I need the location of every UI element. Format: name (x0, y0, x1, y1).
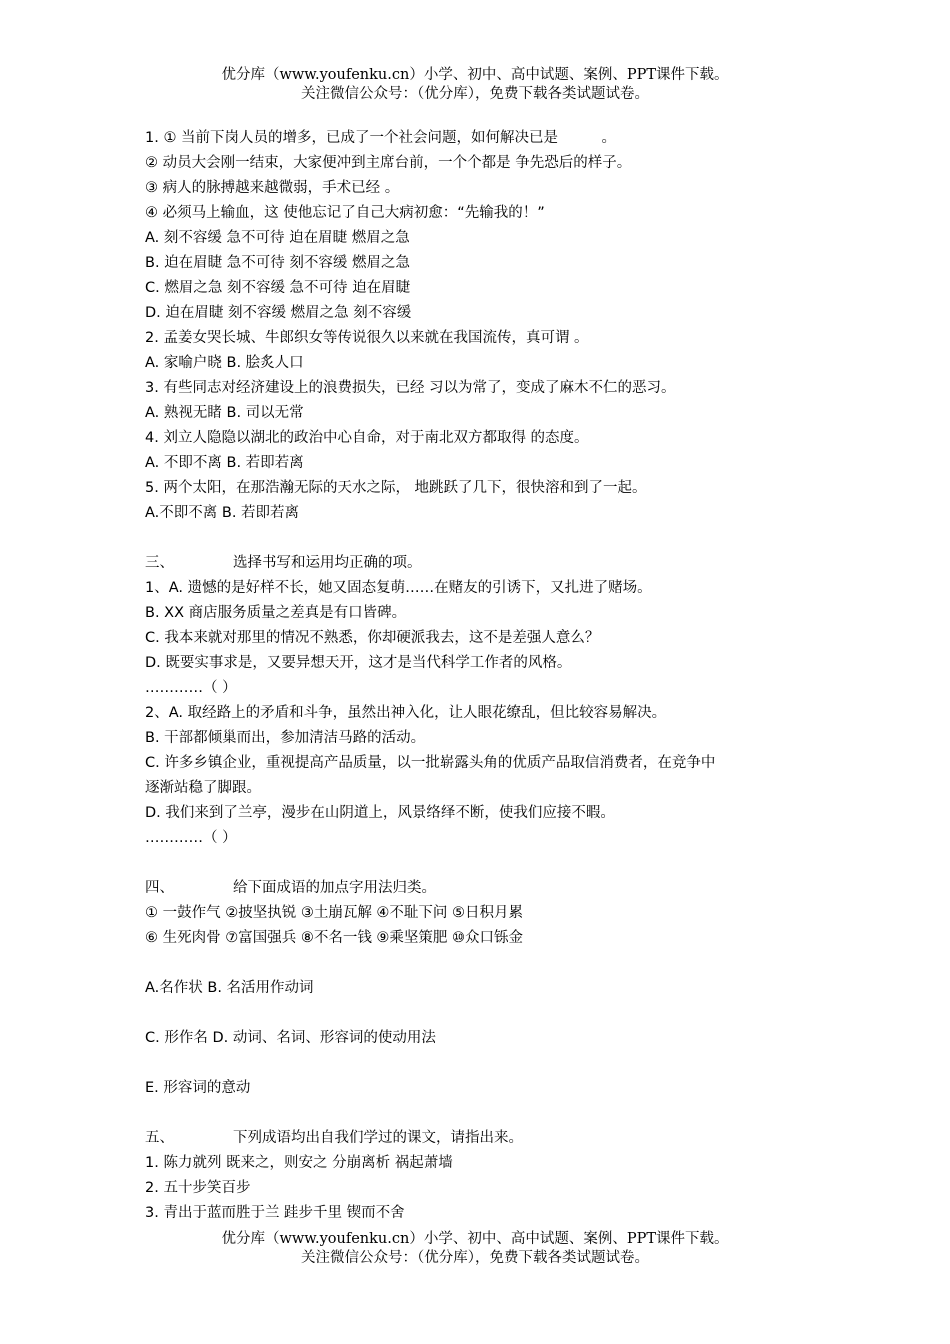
text-line: 4. 刘立人隐隐以湖北的政治中心自命，对于南北双方都取得 的态度。 (145, 430, 589, 446)
section-title: 下列成语均出自我们学过的课文，请指出来。 (233, 1130, 523, 1146)
text-line: ⑥ 生死肉骨 ⑦富国强兵 ⑧不名一钱 ⑨乘坚策肥 ⑩众口铄金 (145, 930, 524, 946)
text-line: 1. ① 当前下岗人员的增多，已成了一个社会问题，如何解决已是 。 (145, 130, 617, 146)
section-4 (145, 876, 825, 1101)
text-line: A. 熟视无睹 B. 司以无常 (145, 405, 304, 421)
page-header (0, 66, 950, 104)
header-line-2: 关注微信公众号：（优分库），免费下载各类试题试卷。 (301, 86, 649, 102)
option-line: A.名作状 B. 名活用作动词 (145, 980, 314, 996)
text-line: 2. 孟姜女哭长城、牛郎织女等传说很久以来就在我国流传，真可谓 。 (145, 330, 589, 346)
answer-blank-line: …………（ ） (145, 830, 237, 846)
header-line-1: 优分库（www.youfenku.cn）小学、初中、高中试题、案例、PPT课件下载。 (221, 67, 729, 83)
text-line: 5. 两个太阳，在那浩瀚无际的天水之际， 地跳跃了几下，很快溶和到了一起。 (145, 480, 647, 496)
text-line: ④ 必须马上输血，这 使他忘记了自己大病初愈：“先输我的！” (145, 205, 545, 221)
section-3 (145, 551, 825, 851)
page-footer (0, 1230, 950, 1268)
text-line: C. 许多乡镇企业，重视提高产品质量，以一批崭露头角的优质产品取信消费者，在竞争中 (145, 755, 716, 771)
section-4-heading (145, 876, 825, 901)
text-line: ② 动员大会刚一结束，大家便冲到主席台前，一个个都是 争先恐后的样子。 (145, 155, 632, 171)
answer-blank-line: …………（ ） (145, 680, 237, 696)
text-line: B. XX 商店服务质量之差真是有口皆碑。 (145, 605, 407, 621)
text-line: A. 刻不容缓 急不可待 迫在眉睫 燃眉之急 (145, 230, 410, 246)
section-number: 三、 (145, 555, 174, 571)
document-body (145, 126, 825, 1226)
text-line: 2、A. 取经路上的矛盾和斗争，虽然出神入化，让人眼花缭乱，但比较容易解决。 (145, 705, 667, 721)
text-line: 1、A. 遗憾的是好样不长，她又固态复萌……在赌友的引诱下，又扎进了赌场。 (145, 580, 652, 596)
text-line: ① 一鼓作气 ②披坚执锐 ③土崩瓦解 ④不耻下问 ⑤日积月累 (145, 905, 524, 921)
text-line: A. 家喻户晓 B. 脍炙人口 (145, 355, 304, 371)
text-line: D. 既要实事求是，又要异想天开，这才是当代科学工作者的风格。 (145, 655, 572, 671)
section-title: 选择书写和运用均正确的项。 (233, 555, 422, 571)
section-3-heading (145, 551, 825, 576)
text-line: C. 我本来就对那里的情况不熟悉，你却硬派我去，这不是差强人意么？ (145, 630, 600, 646)
section-number: 四、 (145, 880, 174, 896)
footer-line-2: 关注微信公众号：（优分库），免费下载各类试题试卷。 (301, 1250, 649, 1266)
option-line: E. 形容词的意动 (145, 1080, 251, 1096)
text-line: C. 燃眉之急 刻不容缓 急不可待 迫在眉睫 (145, 280, 411, 296)
text-line: A.不即不离 B. 若即若离 (145, 505, 300, 521)
text-line: B. 迫在眉睫 急不可待 刻不容缓 燃眉之急 (145, 255, 410, 271)
section-5 (145, 1126, 825, 1226)
option-line: C. 形作名 D. 动词、名词、形容词的使动用法 (145, 1030, 436, 1046)
text-line: 逐渐站稳了脚跟。 (145, 780, 261, 796)
section-title: 给下面成语的加点字用法归类。 (233, 880, 436, 896)
text-line: 3. 青出于蓝而胜于兰 跬步千里 锲而不舍 (145, 1205, 405, 1221)
footer-line-1: 优分库（www.youfenku.cn）小学、初中、高中试题、案例、PPT课件下载。 (221, 1231, 729, 1247)
text-line: 2. 五十步笑百步 (145, 1180, 251, 1196)
section-number: 五、 (145, 1130, 174, 1146)
text-line: ③ 病人的脉搏越来越微弱，手术已经 。 (145, 180, 400, 196)
text-line: 1. 陈力就列 既来之，则安之 分崩离析 祸起萧墙 (145, 1155, 453, 1171)
text-line: D. 迫在眉睫 刻不容缓 燃眉之急 刻不容缓 (145, 305, 412, 321)
text-line: A. 不即不离 B. 若即若离 (145, 455, 304, 471)
question-block-1 (145, 126, 825, 526)
text-line: D. 我们来到了兰亭，漫步在山阴道上，风景络绎不断，使我们应接不暇。 (145, 805, 615, 821)
text-line: B. 干部都倾巢而出，参加清洁马路的活动。 (145, 730, 426, 746)
section-5-heading (145, 1126, 825, 1151)
text-line: 3. 有些同志对经济建设上的浪费损失，已经 习以为常了，变成了麻木不仁的恶习。 (145, 380, 676, 396)
